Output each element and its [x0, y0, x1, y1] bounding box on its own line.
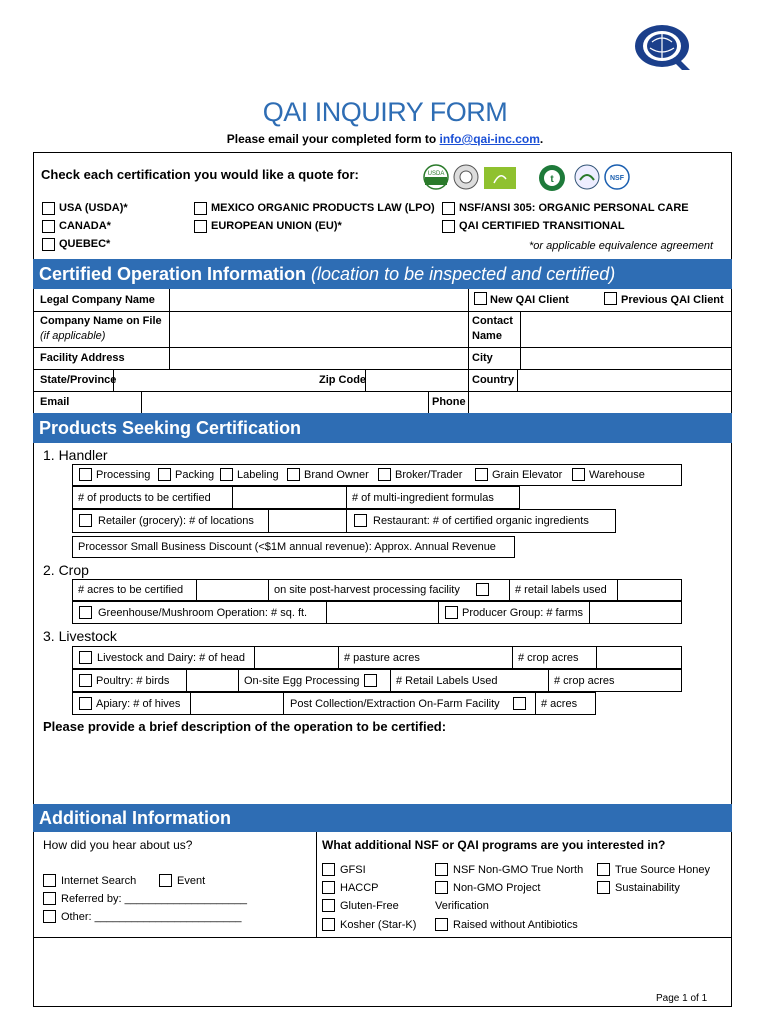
brand-owner-checkbox[interactable]: [287, 468, 300, 481]
other-checkbox[interactable]: [43, 910, 56, 923]
egg-processing-checkbox[interactable]: [364, 674, 377, 687]
transitional-logo: [538, 164, 566, 197]
num-products-label: # of products to be certified: [78, 492, 211, 504]
producer-group-input[interactable]: [590, 602, 681, 623]
post-harvest-checkbox[interactable]: [476, 583, 489, 596]
livestock-acres-label: # acres: [541, 698, 578, 710]
livestock-crop-acres-input[interactable]: [597, 647, 681, 668]
brand-owner-label: Brand Owner: [304, 469, 369, 481]
eu-label: EUROPEAN UNION (EU)*: [211, 220, 342, 232]
poultry-input[interactable]: [187, 670, 237, 691]
eu-organic-logo: [484, 167, 516, 194]
non-gmo-project-label: Non-GMO Project: [453, 882, 541, 894]
haccp-checkbox[interactable]: [322, 881, 335, 894]
city-input[interactable]: [521, 348, 731, 368]
apiary-checkbox[interactable]: [79, 697, 92, 710]
internet-search-label: Internet Search: [61, 875, 137, 887]
name-on-file-label: Company Name on File: [40, 315, 162, 327]
livestock-heading: 3. Livestock: [43, 628, 117, 644]
programs-question: What additional NSF or QAI programs are you interested in?: [322, 838, 666, 852]
contact-name-label: Name: [472, 330, 502, 342]
email-prefix: Please email your completed form to: [226, 132, 440, 146]
description-prompt: Please provide a brief description of the operation to be certified:: [43, 719, 447, 734]
egg-processing-label: On-site Egg Processing: [244, 675, 360, 687]
post-collection-checkbox[interactable]: [513, 697, 526, 710]
equivalence-note: *or applicable equivalence agreement: [529, 240, 714, 252]
usda-organic-logo: [423, 164, 449, 195]
operation-section-header: [33, 259, 732, 289]
retailer-checkbox[interactable]: [79, 514, 92, 527]
retailer-input[interactable]: [269, 510, 345, 532]
legal-name-label: Legal Company Name: [40, 294, 155, 306]
gfsi-checkbox[interactable]: [322, 863, 335, 876]
name-on-file-input[interactable]: [170, 312, 467, 346]
contact-name-input[interactable]: [521, 312, 731, 346]
previous-client-label: Previous QAI Client: [621, 294, 724, 306]
processing-label: Processing: [96, 469, 151, 481]
email-suffix: .: [539, 132, 544, 146]
products-title: Products Seeking Certification: [39, 418, 302, 438]
quebec-checkbox[interactable]: [42, 238, 55, 251]
svg-text:NSF: NSF: [610, 175, 624, 182]
dairy-input[interactable]: [255, 647, 337, 668]
broker-trader-label: Broker/Trader: [395, 469, 463, 481]
nsf-ansi-checkbox[interactable]: [442, 202, 455, 215]
facility-address-input[interactable]: [170, 348, 467, 368]
livestock-crop-acres-label: # crop acres: [518, 652, 579, 664]
dairy-checkbox[interactable]: [79, 651, 92, 664]
sustainability-label: Sustainability: [615, 882, 680, 894]
packing-checkbox[interactable]: [158, 468, 171, 481]
canada-label: CANADA*: [59, 220, 111, 232]
operation-title: Certified Operation Information: [39, 264, 307, 284]
labeling-label: Labeling: [237, 469, 279, 481]
additional-title: Additional Information: [39, 808, 231, 828]
country-label: Country: [472, 374, 515, 386]
event-label: Event: [177, 875, 206, 887]
poultry-label: Poultry: # birds: [96, 675, 170, 687]
verification-label: Verification: [435, 900, 489, 912]
usa-usda-label: USA (USDA)*: [59, 202, 128, 214]
crop-heading: 2. Crop: [43, 562, 89, 578]
grain-elevator-checkbox[interactable]: [475, 468, 488, 481]
kosher-label: Kosher (Star-K): [340, 919, 417, 931]
contact-label: Contact: [472, 315, 513, 327]
nsf-non-gmo-checkbox[interactable]: [435, 863, 448, 876]
other-label: Other: ________________________: [61, 911, 242, 923]
state-input[interactable]: [114, 370, 314, 390]
new-client-checkbox[interactable]: [474, 292, 487, 305]
form-title: QAI INQUIRY FORM: [262, 97, 508, 127]
pasture-label: # pasture acres: [344, 652, 420, 664]
nsf-logo: [604, 164, 630, 195]
true-source-honey-checkbox[interactable]: [597, 863, 610, 876]
mexico-lpo-checkbox[interactable]: [194, 202, 207, 215]
livestock-crop-acres2-label: # crop acres: [554, 675, 615, 687]
warehouse-checkbox[interactable]: [572, 468, 585, 481]
restaurant-checkbox[interactable]: [354, 514, 367, 527]
internet-search-checkbox[interactable]: [43, 874, 56, 887]
haccp-label: HACCP: [340, 882, 379, 894]
sustainability-checkbox[interactable]: [597, 881, 610, 894]
email-link[interactable]: info@qai-inc.com: [439, 132, 540, 146]
zip-label: Zip Code: [319, 374, 367, 386]
warehouse-label: Warehouse: [589, 469, 645, 481]
retailer-label: Retailer (grocery): # of locations: [98, 515, 254, 527]
greenhouse-checkbox[interactable]: [79, 606, 92, 619]
labeling-checkbox[interactable]: [220, 468, 233, 481]
gluten-free-checkbox[interactable]: [322, 899, 335, 912]
additional-section-header: [33, 804, 732, 832]
non-gmo-project-checkbox[interactable]: [435, 881, 448, 894]
country-input[interactable]: [518, 370, 731, 390]
canada-checkbox[interactable]: [42, 220, 55, 233]
crop-retail-labels-input[interactable]: [618, 580, 681, 600]
referred-label: Referred by: ____________________: [61, 893, 247, 905]
page-number: Page 1 of 1: [656, 993, 708, 1004]
qai-transitional-label: QAI CERTIFIED TRANSITIONAL: [459, 220, 625, 232]
producer-group-label: Producer Group: # farms: [462, 607, 584, 619]
apiary-input[interactable]: [191, 693, 282, 714]
legal-name-input[interactable]: [170, 290, 467, 310]
greenhouse-label: Greenhouse/Mushroom Operation: # sq. ft.: [98, 607, 308, 619]
nsf-ansi-label: NSF/ANSI 305: ORGANIC PERSONAL CARE: [459, 202, 689, 214]
if-applicable-label: (if applicable): [40, 330, 106, 342]
quebec-label: QUEBEC*: [59, 238, 111, 250]
raised-without-antibiotics-label: Raised without Antibiotics: [453, 919, 578, 931]
num-multi-label: # of multi-ingredient formulas: [352, 492, 494, 504]
post-harvest-label: on site post-harvest processing facility: [274, 584, 460, 596]
grain-elevator-label: Grain Elevator: [492, 469, 563, 481]
referred-checkbox[interactable]: [43, 892, 56, 905]
restaurant-label: Restaurant: # of certified organic ingredients: [373, 515, 589, 527]
certification-prompt: Check each certification you would like a quote for:: [41, 167, 359, 182]
gluten-free-label: Gluten-Free: [340, 900, 399, 912]
crop-retail-labels-label: # retail labels used: [515, 584, 607, 596]
description-textarea[interactable]: [34, 737, 731, 802]
nsf-non-gmo-label: NSF Non-GMO True North: [453, 864, 584, 876]
new-client-label: New QAI Client: [490, 294, 569, 306]
small-business-label: Processor Small Business Discount (<$1M annual revenue): Approx. Annual Revenue: [78, 541, 496, 553]
city-label: City: [472, 352, 493, 364]
email-input[interactable]: [142, 392, 427, 412]
num-products-input[interactable]: [233, 487, 345, 508]
raised-without-antibiotics-checkbox[interactable]: [435, 918, 448, 931]
zip-input[interactable]: [366, 370, 467, 390]
phone-input[interactable]: [469, 392, 731, 412]
qai-globe-logo: [632, 22, 692, 72]
processing-checkbox[interactable]: [79, 468, 92, 481]
canada-organic-logo: [453, 164, 479, 195]
crop-acres-label: # acres to be certified: [78, 584, 184, 596]
products-section-header: [33, 413, 732, 443]
post-collection-label: Post Collection/Extraction On-Farm Facility: [290, 698, 500, 710]
producer-group-checkbox[interactable]: [445, 606, 458, 619]
mexico-lpo-label: MEXICO ORGANIC PRODUCTS LAW (LPO): [211, 202, 435, 214]
true-source-honey-label: True Source Honey: [615, 864, 710, 876]
apiary-label: Apiary: # of hives: [96, 698, 181, 710]
svg-text:t: t: [550, 174, 554, 185]
qai-transitional-checkbox[interactable]: [442, 220, 455, 233]
crop-acres-input[interactable]: [197, 580, 267, 600]
facility-address-label: Facility Address: [40, 352, 125, 364]
svg-text:USDA: USDA: [427, 171, 445, 177]
gfsi-label: GFSI: [340, 864, 366, 876]
broker-trader-checkbox[interactable]: [378, 468, 391, 481]
email-label: Email: [40, 396, 70, 408]
quebec-logo: [574, 164, 600, 195]
poultry-checkbox[interactable]: [79, 674, 92, 687]
state-label: State/Province: [40, 374, 117, 386]
greenhouse-input[interactable]: [327, 602, 437, 623]
event-checkbox[interactable]: [159, 874, 172, 887]
email-instruction: [0, 132, 770, 146]
phone-label: Phone: [432, 396, 466, 408]
handler-heading: 1. Handler: [43, 447, 108, 463]
livestock-retail-labels-label: # Retail Labels Used: [396, 675, 498, 687]
previous-client-checkbox[interactable]: [604, 292, 617, 305]
kosher-checkbox[interactable]: [322, 918, 335, 931]
dairy-label: Livestock and Dairy: # of head: [97, 652, 245, 664]
hear-question: How did you hear about us?: [43, 838, 193, 852]
operation-subtitle: (location to be inspected and certified): [311, 264, 616, 284]
usa-usda-checkbox[interactable]: [42, 202, 55, 215]
eu-checkbox[interactable]: [194, 220, 207, 233]
packing-label: Packing: [175, 469, 215, 481]
